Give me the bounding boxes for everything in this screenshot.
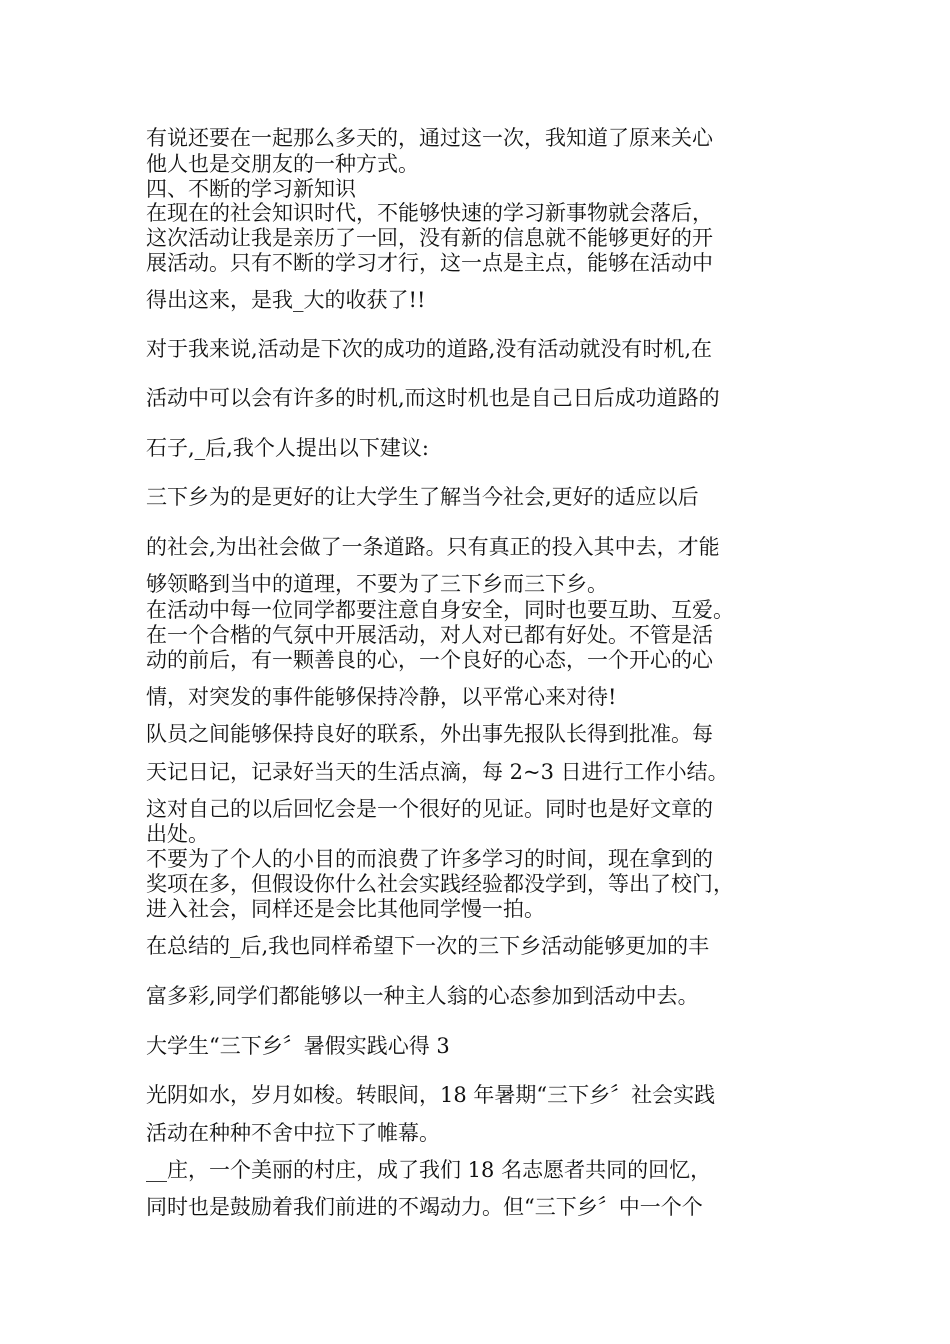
text-line: 够领略到当中的道理，不要为了三下乡而三下乡。 bbox=[146, 572, 608, 596]
text-line: 活动中可以会有许多的时机,而这时机也是自己日后成功道路的 bbox=[146, 386, 720, 410]
text-line: 进入社会，同样还是会比其他同学慢一拍。 bbox=[146, 897, 545, 921]
text-line: 情，对突发的事件能够保持冷静，以平常心来对待! bbox=[146, 685, 617, 709]
text-line: 光阴如水，岁月如梭。转眼间，18 年暑期“三下乡〞社会实践 bbox=[146, 1083, 716, 1107]
text-line: 对于我来说,活动是下次的成功的道路,没有活动就没有时机,在 bbox=[146, 337, 713, 361]
text-line: 在现在的社会知识时代，不能够快速的学习新事物就会落后， bbox=[146, 201, 713, 225]
text-line: 有说还要在一起那么多天的，通过这一次，我知道了原来关心 bbox=[146, 126, 713, 150]
text-line: 石子,_后,我个人提出以下建议: bbox=[146, 436, 429, 460]
section-heading: 四、不断的学习新知识 bbox=[146, 177, 356, 201]
text-line: 动的前后，有一颗善良的心，一个良好的心态，一个开心的心 bbox=[146, 648, 713, 672]
text-line: 这次活动让我是亲历了一回，没有新的信息就不能够更好的开 bbox=[146, 226, 713, 250]
section-title: 大学生“三下乡〞暑假实践心得 3 bbox=[146, 1034, 450, 1058]
text-line: 在总结的_后,我也同样希望下一次的三下乡活动能够更加的丰 bbox=[146, 934, 710, 958]
text-line: 三下乡为的是更好的让大学生了解当今社会,更好的适应以后 bbox=[146, 485, 699, 509]
text-line: 得出这来，是我_大的收获了!! bbox=[146, 288, 426, 312]
text-line: 的社会,为出社会做了一条道路。只有真正的投入其中去，才能 bbox=[146, 535, 720, 559]
text-line: 他人也是交朋友的一种方式。 bbox=[146, 152, 419, 176]
text-line: 活动在种种不舍中拉下了帷幕。 bbox=[146, 1121, 440, 1145]
text-line: 奖项在多，但假设你什么社会实践经验都没学到，等出了校门， bbox=[146, 872, 734, 896]
text-line: 不要为了个人的小目的而浪费了许多学习的时间，现在拿到的 bbox=[146, 847, 713, 871]
text-line: 在一个合楷的气氛中开展活动，对人对已都有好处。不管是活 bbox=[146, 623, 713, 647]
text-line: 同时也是鼓励着我们前进的不竭动力。但“三下乡〞中一个个 bbox=[146, 1195, 703, 1219]
text-line: 天记日记，记录好当天的生活点滴，每 2~3 日进行工作小结。 bbox=[146, 760, 729, 784]
text-line: 这对自己的以后回忆会是一个很好的见证。同时也是好文章的 bbox=[146, 797, 713, 821]
text-line: 富多彩,同学们都能够以一种主人翁的心态参加到活动中去。 bbox=[146, 984, 699, 1008]
text-line: 队员之间能够保持良好的联系，外出事先报队长得到批准。每 bbox=[146, 722, 713, 746]
text-line: 出处。 bbox=[146, 822, 209, 846]
text-line: 在活动中每一位同学都要注意自身安全，同时也要互助、互爱。 bbox=[146, 598, 734, 622]
text-line: 展活动。只有不断的学习才行，这一点是主点，能够在活动中 bbox=[146, 251, 713, 275]
text-line: __庄，一个美丽的村庄，成了我们 18 名志愿者共同的回忆， bbox=[146, 1158, 712, 1182]
